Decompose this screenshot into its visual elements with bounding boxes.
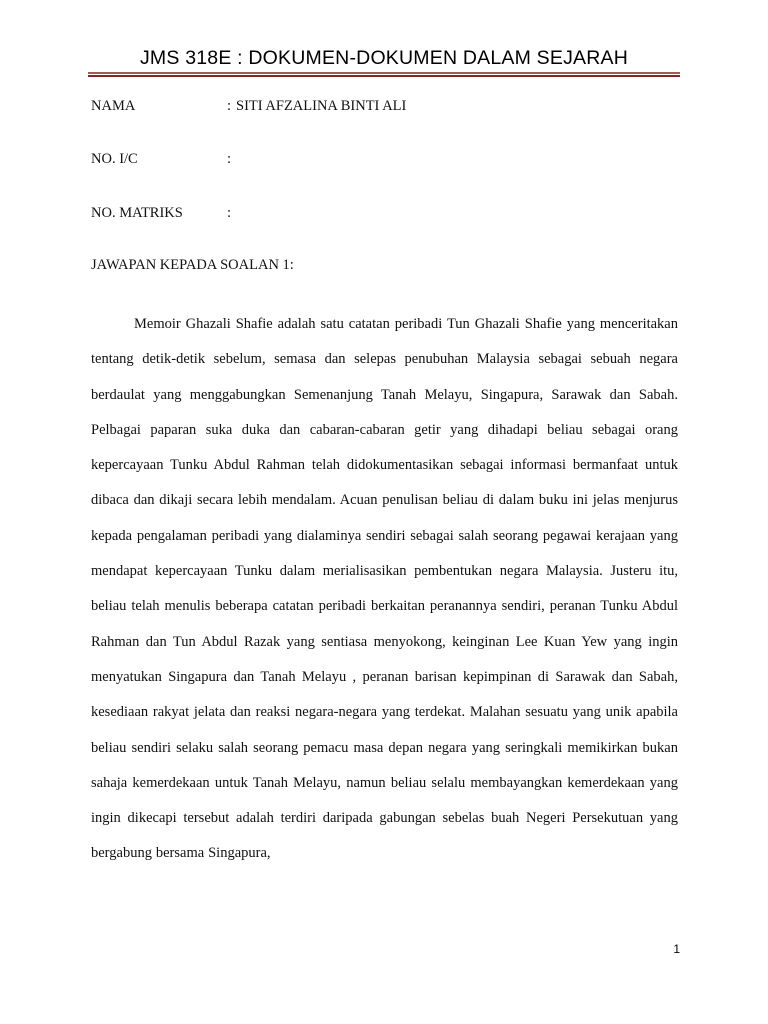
field-row-ic [91, 149, 651, 169]
field-value-nama: SITI AFZALINA BINTI ALI [236, 98, 407, 114]
field-label-matriks: NO. MATRIKS [91, 205, 183, 221]
field-row-matriks [91, 203, 651, 223]
page-header-title: JMS 318E : DOKUMEN-DOKUMEN DALAM SEJARAH [139, 47, 628, 69]
answer-heading: JAWAPAN KEPADA SOALAN 1: [91, 257, 294, 273]
field-row-nama [91, 96, 651, 116]
header-divider [88, 72, 680, 77]
field-label-nama: NAMA [91, 98, 136, 114]
field-colon-nama: : [227, 98, 232, 114]
field-colon-ic: : [227, 151, 232, 167]
field-colon-matriks: : [227, 205, 232, 221]
field-label-ic: NO. I/C [91, 151, 138, 167]
answer-paragraph: Memoir Ghazali Shafie adalah satu catatan peribadi Tun Ghazali Shafie yang menceritakan tentang detik-detik sebelum, semasa dan selepas penubuhan Malaysia sebagai sebuah negara berdaulat yang menggabungkan Semenanjung Tanah Melayu, Singapura, Sarawak dan Sabah. Pelbagai paparan suka duka dan cabaran-cabaran getir yang dihadapi beliau sebagai orang kepercayaan Tunku Abdul Rahman telah didokumentasikan sebagai informasi bermanfaat untuk dibaca dan dikaji secara lebih mendalam. Acuan penulisan beliau di dalam buku ini jelas menjurus kepada pengalaman peribadi yang dialaminya sendiri sebagai salah seorang pegawai kerajaan yang mendapat kepercayaan Tunku dalam merialisasikan pembentukan negara Malaysia. Justeru itu, beliau telah menulis beberapa catatan peribadi berkaitan peranannya sendiri, peranan Tunku Abdul Rahman dan Tun Abdul Razak yang sentiasa menyokong, keinginan Lee Kuan Yew yang ingin menyatukan Singapura dan Tanah Melayu , peranan barisan kepimpinan di Sarawak dan Sabah, kesediaan rakyat jelata dan reaksi negara-negara yang terdekat. Malahan sesuatu yang unik apabila beliau sendiri selaku salah seorang pemacu masa depan negara yang seringkali memikirkan bukan sahaja kemerdekaan untuk Tanah Melayu, namun beliau selalu membayangkan kemerdekaan yang ingin dikecapi tersebut adalah terdiri daripada gabungan sebelas buah Negeri Persekutuan yang bergabung bersama Singapura, [91, 316, 678, 862]
page-number: 1 [673, 942, 680, 956]
